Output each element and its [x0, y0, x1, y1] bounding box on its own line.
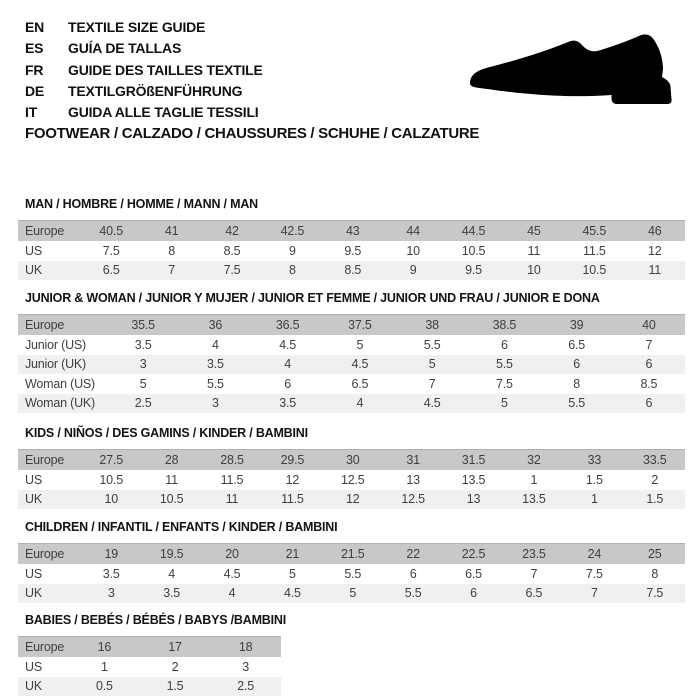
- size-value-cell: 1.5: [585, 472, 603, 487]
- size-value-cell: 38.5: [468, 315, 540, 336]
- size-value-cell: 6: [443, 584, 503, 604]
- size-value-cell: 27.5: [81, 450, 141, 471]
- section-kids: [18, 426, 685, 509]
- size-value-cell: 3: [81, 584, 141, 604]
- size-value-cell: 1: [530, 472, 538, 487]
- size-row: [18, 657, 281, 677]
- section-title-junior-woman: JUNIOR & WOMAN / JUNIOR Y MUJER / JUNIOR ET FEMME / JUNIOR UND FRAU / JUNIOR E DONA: [25, 291, 600, 305]
- size-value-cell: 6: [541, 355, 613, 375]
- size-row: [18, 584, 685, 604]
- size-table-babies: [18, 636, 281, 696]
- size-value-cell: 2: [171, 659, 179, 674]
- size-value-cell: 11: [165, 472, 178, 487]
- size-value-cell: 31: [383, 450, 443, 471]
- section-man: [18, 197, 685, 280]
- language-code: ES: [25, 40, 44, 57]
- size-value-cell: 7: [564, 584, 624, 604]
- size-row: [18, 241, 685, 261]
- size-value-cell: 11: [625, 261, 685, 281]
- size-row: [18, 261, 685, 281]
- size-value-cell: 2: [651, 472, 659, 487]
- size-row: [18, 374, 685, 394]
- size-value-cell: 7.5: [495, 376, 513, 391]
- size-value-cell: 38: [396, 315, 468, 336]
- size-value-cell: 3: [242, 659, 250, 674]
- size-row: [18, 564, 685, 584]
- row-label: US: [25, 659, 42, 674]
- size-value-cell: 37.5: [324, 315, 396, 336]
- size-row: [18, 470, 685, 490]
- size-value-cell: 12: [323, 490, 383, 510]
- size-value-cell: 23.5: [504, 544, 564, 565]
- size-value-cell: 33.5: [625, 450, 685, 471]
- size-value-cell: 41: [141, 221, 201, 242]
- size-value-cell: 42: [202, 221, 262, 242]
- language-row-en: [25, 17, 263, 38]
- language-title: GUIDA ALLE TAGLIE TESSILI: [68, 104, 259, 121]
- size-value-cell: 5.5: [206, 376, 224, 391]
- size-value-cell: 4: [168, 566, 175, 581]
- section-children: [18, 520, 685, 603]
- size-value-cell: 16: [69, 637, 140, 658]
- row-label: Woman (UK): [18, 394, 107, 414]
- language-code: DE: [25, 82, 45, 99]
- size-value-cell: 6: [284, 376, 291, 391]
- row-label: US: [25, 243, 42, 258]
- size-value-cell: 12.5: [340, 472, 365, 487]
- size-value-cell: 5: [139, 376, 147, 391]
- size-value-cell: 8: [168, 243, 175, 258]
- size-value-cell: 31.5: [443, 450, 503, 471]
- size-value-cell: 12.5: [383, 490, 443, 510]
- size-value-cell: 2.5: [107, 394, 179, 414]
- size-value-cell: 32: [504, 450, 564, 471]
- size-value-cell: 3.5: [141, 584, 201, 604]
- size-value-cell: 19: [81, 544, 141, 565]
- size-value-cell: 42.5: [262, 221, 322, 242]
- size-value-cell: 3.5: [102, 566, 120, 581]
- size-value-cell: 11.5: [262, 490, 322, 510]
- size-value-cell: 7.5: [585, 566, 603, 581]
- size-value-cell: 24: [564, 544, 624, 565]
- size-value-cell: 21.5: [323, 544, 383, 565]
- size-value-cell: 12: [648, 243, 662, 258]
- language-title: GUÍA DE TALLAS: [68, 40, 182, 57]
- size-value-cell: 8: [262, 261, 322, 281]
- size-value-cell: 1: [100, 659, 108, 674]
- row-label: Europe: [18, 637, 69, 658]
- row-label: Europe: [18, 221, 81, 242]
- size-value-cell: 4: [211, 337, 219, 352]
- size-value-cell: 1.5: [625, 490, 685, 510]
- size-value-cell: 5.5: [383, 584, 443, 604]
- size-value-cell: 8.5: [640, 376, 658, 391]
- size-value-cell: 6: [613, 394, 685, 414]
- size-value-cell: 44.5: [443, 221, 503, 242]
- size-value-cell: 5: [356, 337, 364, 352]
- size-value-cell: 11.5: [220, 472, 244, 487]
- language-title: TEXTILE SIZE GUIDE: [68, 19, 206, 35]
- size-value-cell: 6.5: [81, 261, 141, 281]
- size-value-cell: 10: [81, 490, 141, 510]
- size-value-cell: 4: [202, 584, 262, 604]
- row-label: US: [25, 472, 42, 487]
- size-value-cell: 40: [613, 315, 685, 336]
- size-value-cell: 10: [406, 243, 420, 258]
- row-label: US: [25, 566, 42, 581]
- row-label: UK: [18, 584, 81, 604]
- size-value-cell: 35.5: [107, 315, 179, 336]
- size-value-cell: 5: [323, 584, 383, 604]
- size-value-cell: 10: [504, 261, 564, 281]
- size-value-cell: 5.5: [344, 566, 362, 581]
- size-value-cell: 39: [541, 315, 613, 336]
- size-row: [18, 355, 685, 375]
- size-value-cell: 22.5: [443, 544, 503, 565]
- size-value-cell: 5.5: [541, 394, 613, 414]
- size-value-cell: 4.5: [262, 584, 322, 604]
- size-value-cell: 5.5: [468, 355, 540, 375]
- size-value-cell: 9: [383, 261, 443, 281]
- size-value-cell: 11: [202, 490, 262, 510]
- row-label: UK: [18, 490, 81, 510]
- size-value-cell: 11: [527, 243, 541, 258]
- row-label: UK: [18, 261, 81, 281]
- size-value-cell: 28: [141, 450, 201, 471]
- size-value-cell: 13.5: [461, 472, 486, 487]
- size-value-cell: 7.5: [625, 584, 685, 604]
- size-value-cell: 2.5: [210, 677, 281, 697]
- row-label: UK: [18, 677, 69, 697]
- language-row-de: [25, 81, 263, 102]
- size-value-cell: 3: [107, 355, 179, 375]
- size-value-cell: 13.5: [504, 490, 564, 510]
- size-value-cell: 5: [288, 566, 296, 581]
- size-value-cell: 30: [323, 450, 383, 471]
- size-value-cell: 10.5: [99, 472, 123, 487]
- size-value-cell: 10.5: [564, 261, 624, 281]
- size-value-cell: 8: [651, 566, 659, 581]
- section-babies: [18, 613, 286, 696]
- size-value-cell: 46: [625, 221, 685, 242]
- size-value-cell: 0.5: [69, 677, 140, 697]
- size-value-cell: 6.5: [465, 566, 482, 581]
- size-table-children: [18, 543, 685, 603]
- size-value-cell: 7: [428, 376, 436, 391]
- size-value-cell: 6.5: [351, 376, 369, 391]
- size-value-cell: 9: [288, 243, 296, 258]
- size-value-cell: 13: [406, 472, 420, 487]
- size-value-cell: 36.5: [252, 315, 324, 336]
- size-value-cell: 3: [179, 394, 251, 414]
- row-label: Junior (UK): [18, 355, 107, 375]
- size-value-cell: 9.5: [443, 261, 503, 281]
- language-header: [25, 17, 263, 123]
- size-value-cell: 1.5: [140, 677, 211, 697]
- language-row-es: [25, 38, 263, 59]
- size-value-cell: 18: [210, 637, 281, 658]
- language-code: IT: [25, 104, 38, 121]
- size-value-cell: 7: [530, 566, 538, 581]
- size-value-cell: 1: [564, 490, 624, 510]
- size-value-cell: 5: [396, 355, 468, 375]
- size-value-cell: 22: [383, 544, 443, 565]
- size-value-cell: 6: [613, 355, 685, 375]
- language-title: GUIDE DES TAILLES TEXTILE: [68, 61, 263, 78]
- size-value-cell: 3.5: [179, 355, 251, 375]
- size-value-cell: 3.5: [134, 337, 152, 352]
- size-value-cell: 21: [262, 544, 322, 565]
- size-value-cell: 11.5: [583, 243, 606, 258]
- size-value-cell: 44: [383, 221, 443, 242]
- row-label: Europe: [18, 450, 81, 471]
- size-value-cell: 43: [323, 221, 383, 242]
- dress-shoe-icon: [456, 23, 684, 117]
- size-value-cell: 7: [645, 337, 653, 352]
- size-table-man: [18, 220, 685, 280]
- size-value-cell: 45.5: [564, 221, 624, 242]
- size-value-cell: 25: [625, 544, 685, 565]
- size-row: [18, 221, 685, 242]
- size-value-cell: 6.5: [568, 337, 586, 352]
- size-row: [18, 315, 685, 336]
- size-row: [18, 490, 685, 510]
- size-row: [18, 335, 685, 355]
- size-value-cell: 6.5: [504, 584, 564, 604]
- size-value-cell: 9.5: [344, 243, 362, 258]
- row-label: Europe: [18, 544, 81, 565]
- size-value-cell: 7.5: [102, 243, 120, 258]
- size-value-cell: 4: [252, 355, 324, 375]
- section-title-man: MAN / HOMBRE / HOMME / MANN / MAN: [25, 197, 258, 211]
- row-label: Woman (US): [25, 376, 96, 391]
- section-title-babies: BABIES / BEBÉS / BÉBÉS / BABYS /BAMBINI: [25, 613, 286, 627]
- size-value-cell: 5.5: [423, 337, 441, 352]
- section-title-kids: KIDS / NIÑOS / DES GAMINS / KINDER / BAMBINI: [25, 426, 308, 440]
- size-value-cell: 3.5: [252, 394, 324, 414]
- language-row-it: [25, 102, 263, 123]
- category-heading: FOOTWEAR / CALZADO / CHAUSSURES / SCHUHE / CALZATURE: [25, 125, 480, 142]
- size-row: [18, 637, 281, 658]
- section-title-children: CHILDREN / INFANTIL / ENFANTS / KINDER / BAMBINI: [25, 520, 338, 534]
- size-value-cell: 4.5: [324, 355, 396, 375]
- size-table-kids: [18, 449, 685, 509]
- language-row-fr: [25, 60, 263, 81]
- size-value-cell: 8.5: [323, 261, 383, 281]
- size-value-cell: 8.5: [223, 243, 241, 258]
- size-value-cell: 36: [179, 315, 251, 336]
- size-row: [18, 394, 685, 414]
- size-value-cell: 10.5: [141, 490, 201, 510]
- size-value-cell: 45: [504, 221, 564, 242]
- size-value-cell: 13: [443, 490, 503, 510]
- language-title: TEXTILGRÖßENFÜHRUNG: [68, 82, 243, 99]
- row-label: Junior (US): [25, 337, 87, 352]
- size-value-cell: 12: [285, 472, 300, 487]
- size-value-cell: 7.5: [202, 261, 262, 281]
- size-value-cell: 40.5: [81, 221, 141, 242]
- size-value-cell: 29.5: [262, 450, 322, 471]
- language-code: EN: [25, 19, 45, 35]
- size-value-cell: 17: [140, 637, 211, 658]
- size-row: [18, 544, 685, 565]
- size-value-cell: 4.5: [279, 337, 297, 352]
- size-value-cell: 5: [468, 394, 540, 414]
- section-junior-woman: [18, 291, 685, 413]
- size-row: [18, 677, 281, 697]
- size-value-cell: 20: [202, 544, 262, 565]
- size-value-cell: 10.5: [461, 243, 486, 258]
- size-value-cell: 4.5: [223, 566, 241, 581]
- row-label: Europe: [18, 315, 107, 336]
- size-value-cell: 6: [500, 337, 508, 352]
- size-value-cell: 4.5: [396, 394, 468, 414]
- size-value-cell: 28.5: [202, 450, 262, 471]
- size-value-cell: 4: [324, 394, 396, 414]
- size-value-cell: 33: [564, 450, 624, 471]
- size-value-cell: 7: [141, 261, 201, 281]
- size-table-junior-woman: [18, 314, 685, 413]
- size-value-cell: 19.5: [141, 544, 201, 565]
- size-value-cell: 8: [573, 376, 580, 391]
- language-code: FR: [25, 61, 44, 78]
- size-row: [18, 450, 685, 471]
- size-value-cell: 6: [409, 566, 417, 581]
